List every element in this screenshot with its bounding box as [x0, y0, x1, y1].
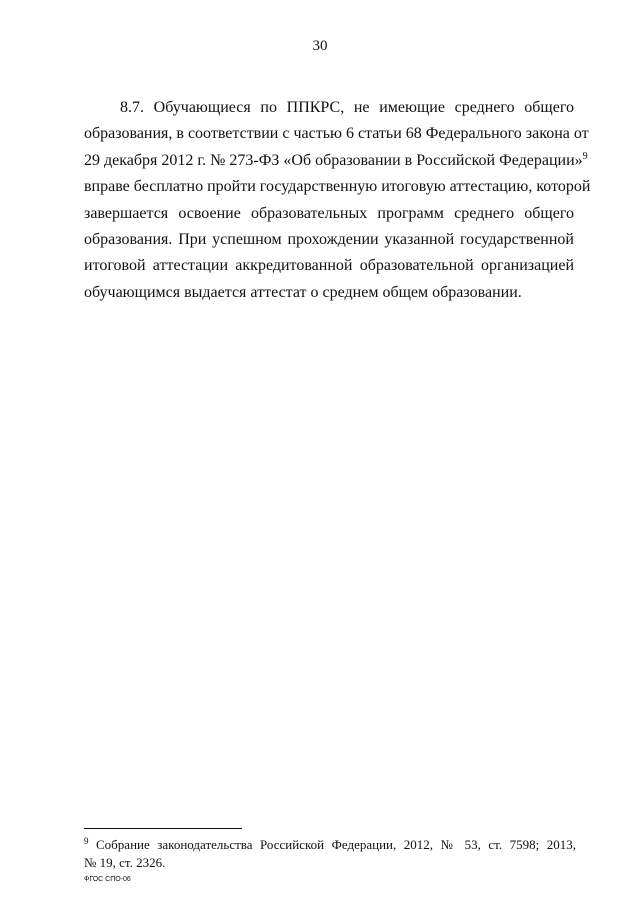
- footnote-reference: 9: [582, 150, 588, 162]
- document-code: ФГОС СПО-06: [84, 876, 131, 883]
- paragraph-line: 8.7. Обучающиеся по ППКРС, не имеющие среднего общего: [120, 99, 574, 116]
- paragraph-line: [84, 148, 588, 174]
- footnote: [84, 836, 576, 872]
- footnote-separator: [84, 828, 242, 829]
- paragraph-line: образования. При успешном прохождении указанной государственной: [84, 231, 574, 249]
- footnote-text: Собрание законодательства Российской Федерации, 2012, № 53, ст. 7598; 2013,: [96, 837, 577, 852]
- paragraph-line: образования, в соответствии с частью 6 статьи 68 Федерального закона от: [84, 125, 589, 143]
- paragraph-line: итоговой аттестации аккредитованной образовательной организацией: [84, 257, 574, 275]
- paragraph-line-text: 29 декабря 2012 г. № 273-ФЗ «Об образовании в Российской Федерации»: [84, 151, 583, 169]
- footnote-line: [84, 836, 576, 854]
- paragraph-line: обучающимся выдается аттестат о среднем общем образовании.: [84, 283, 522, 301]
- main-paragraph: [84, 95, 591, 306]
- paragraph-line: вправе бесплатно пройти государственную итоговую аттестацию, которой: [84, 178, 591, 196]
- footnote-line: № 19, ст. 2326.: [84, 855, 166, 870]
- page-number: 30: [312, 38, 328, 54]
- footnote-marker: 9: [84, 836, 89, 846]
- paragraph-line: завершается освоение образовательных программ среднего общего: [84, 204, 574, 222]
